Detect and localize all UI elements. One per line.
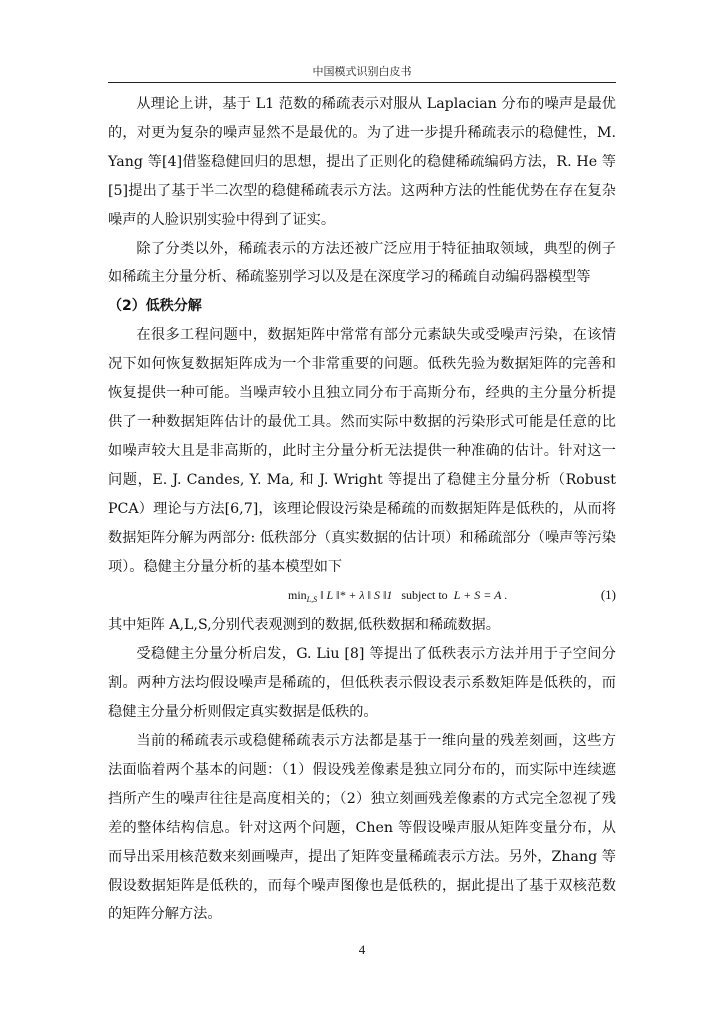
paragraph-robust-sparse: 从理论上讲，基于 L1 范数的稀疏表示对服从 Laplacian 分布的噪声是最优的，对更为复杂的噪声显然不是最优的。为了进一步提升稀疏表示的稳健性，M. Yang 等[4]借鉴稳健回归的思想，提出了正则化的稳健稀疏编码方法，R. He 等[5]提出了基于半二次型的稳健稀疏表示方法。这两种方法的性能优势在存在复杂噪声的人脸识别实验中得到了证实。 — [108, 96, 616, 228]
equation-robust-pca — [108, 581, 616, 611]
running-header: 中国模式识别白皮书 — [312, 65, 412, 78]
paragraph-matrix-variate: 当前的稀疏表示或稳健稀疏表示方法都是基于一维向量的残差刻画，这些方法面临着两个基本的问题：（1）假设残差像素是独立同分布的，而实际中连续遮挡所产生的噪声往往是高度相关的；（2）独立刻画残差像素的方式完全忽视了残差的整体结构信息。针对这两个问题，Chen 等假设噪声服从矩阵变量分布，从而导出采用核范数来刻画噪声，提出了矩阵变量稀疏表示方法。另外，Zhang 等假设数据矩阵是低秩的，而每个噪声图像也是低秩的，据此提出了基于双核范数的矩阵分解方法。 — [108, 733, 616, 923]
equation-expression: $\min_{L,S}$ ‖ L ‖* + λ ‖ S ‖1 subject to L + S = A . — [288, 588, 508, 605]
header-rule — [108, 82, 616, 83]
paragraph-low-rank-representation: 受稳健主分量分析启发，G. Liu [8] 等提出了低秩表示方法并用于子空间分割。两种方法均假设噪声是稀疏的，但低秩表示假设表示系数矩阵是低秩的，而稳健主分量分析则假定真实数据是低秩的。 — [108, 646, 616, 721]
paragraph-matrix-definition: 其中矩阵 A,L,S,分别代表观测到的数据,低秩数据和稀疏数据。 — [108, 617, 500, 634]
page-body — [108, 90, 616, 929]
page-number: 4 — [358, 942, 366, 957]
paragraph-low-rank-intro: 在很多工程问题中，数据矩阵中常常有部分元素缺失或受噪声污染，在该情况下如何恢复数据矩阵成为一个非常重要的问题。低秩先验为数据矩阵的完善和恢复提供一种可能。当噪声较小且独立同分布于高斯分布，经典的主分量分析提供了一种数据矩阵估计的最优工具。然而实际中数据的污染形式可能是任意的比如噪声较大且是非高斯的，此时主分量分析无法提供一种准确的估计。针对这一问题，E. J. Candes, Y. Ma, 和 J. Wright 等提出了稳健主分量分析（Robust PCA）理论与方法[6,7]，该理论假设污染是稀疏的而数据矩阵是低秩的，从而将数据矩阵分解为两部分: 低秩部分（真实数据的估计项）和稀疏部分（噪声等污染项）。稳健主分量分析的基本模型如下 — [108, 327, 616, 575]
paragraph-sparse-applications: 除了分类以外，稀疏表示的方法还被广泛应用于特征抽取领域，典型的例子如稀疏主分量分析、稀疏鉴别学习以及是在深度学习的稀疏自动编码器模型等 — [108, 240, 616, 286]
equation-number: (1) — [600, 587, 616, 603]
section-heading-low-rank: （2）低秩分解 — [108, 298, 202, 315]
